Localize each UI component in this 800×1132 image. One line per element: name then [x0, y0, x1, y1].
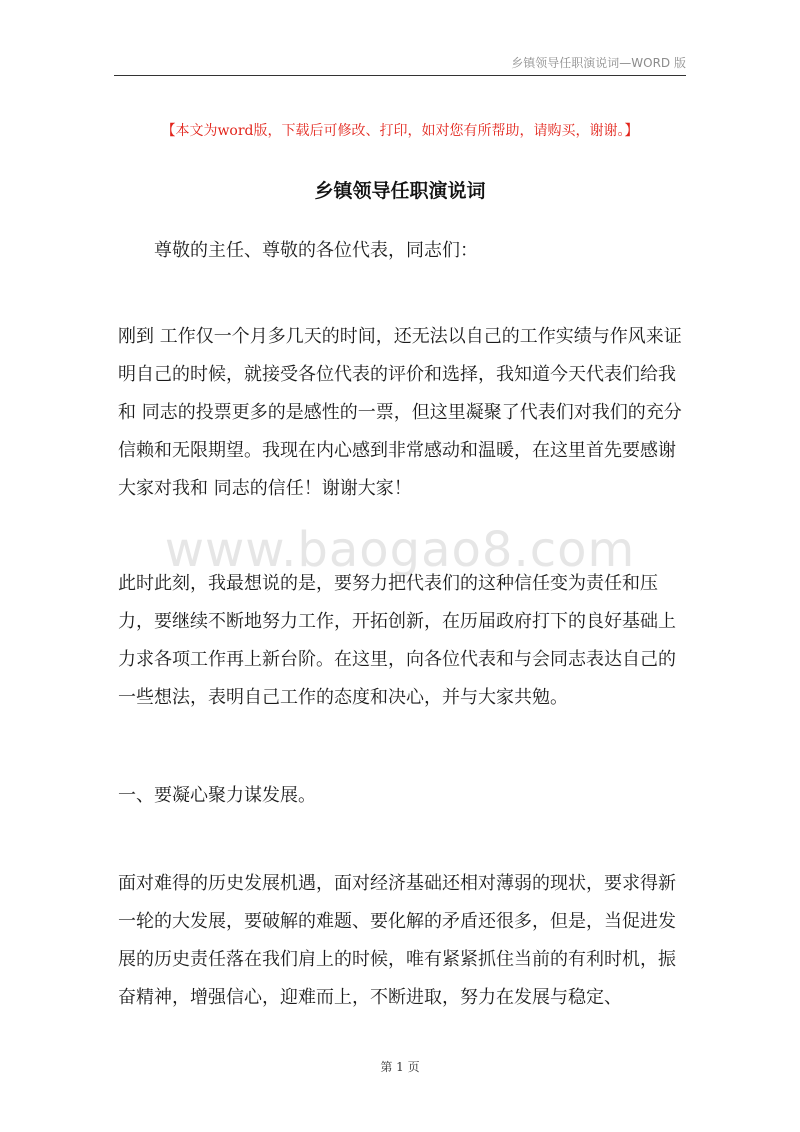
paragraph-commitment: 此时此刻，我最想说的是，要努力把代表们的这种信任变为责任和压力，要继续不断地努力工作，开拓创新，在历届政府打下的良好基础上力求各项工作再上新台阶。在这里，向各位代表和与会同志表达自己的一些想法，表明自己工作的态度和决心，并与大家共勉。 [118, 573, 676, 708]
running-header: 乡镇领导任职演说词—WORD 版 [511, 56, 686, 70]
greeting: 尊敬的主任、尊敬的各位代表，同志们： [154, 240, 478, 261]
page-number: 第 1 页 [380, 1060, 420, 1074]
section-heading-1: 一、要凝心聚力谋发展。 [118, 785, 316, 806]
purchase-notice: 【本文为word版，下载后可修改、打印，如对您有所帮助，请购买，谢谢。】 [161, 123, 639, 139]
header-divider [114, 75, 686, 76]
paragraph-development: 面对难得的历史发展机遇，面对经济基础还相对薄弱的现状，要求得新一轮的大发展，要破解的难题、要化解的矛盾还很多，但是，当促进发展的历史责任落在我们肩上的时候，唯有紧紧抓住当前的有利时机，振奋精神，增强信心，迎难而上，不断进取，努力在发展与稳定、 [118, 873, 676, 1008]
watermark: www.baogao8.com [164, 522, 636, 578]
paragraph-opening: 刚到 工作仅一个月多几天的时间，还无法以自己的工作实绩与作风来证明自己的时候，就接受各位代表的评价和选择，我知道今天代表们给我和 同志的投票更多的是感性的一票，但这里凝聚了代表们对我们的充分信赖和无限期望。我现在内心感到非常感动和温暖，在这里首先要感谢大家对我和 同志的信任！谢谢大家！ [118, 326, 682, 499]
document-title: 乡镇领导任职演说词 [314, 180, 486, 202]
